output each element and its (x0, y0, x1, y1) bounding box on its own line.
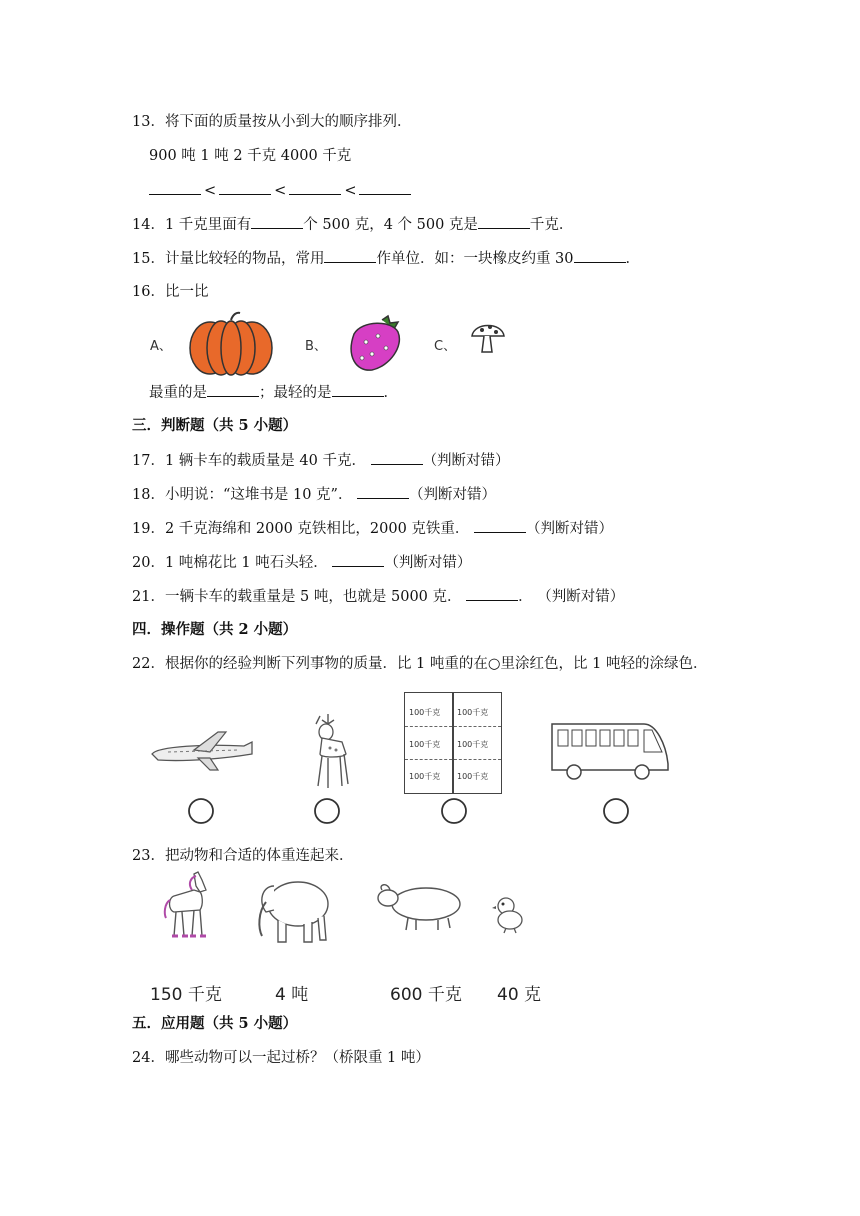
chick-icon (492, 894, 526, 934)
mushroom-icon (468, 318, 508, 358)
deer-icon (298, 712, 358, 794)
answer-circle[interactable] (312, 796, 342, 826)
weight-label: 40 克 (497, 985, 542, 1005)
sheep-icon (374, 880, 466, 934)
bus-icon (548, 716, 672, 782)
answer-blank[interactable] (478, 214, 530, 229)
q19-line: 19．2 千克海绵和 2000 克铁相比，2000 克铁重． （判断对错） (132, 518, 613, 539)
option-a-label: A、 (150, 339, 172, 354)
section-4-heading: 四．操作题（共 2 小题） (132, 621, 298, 638)
section-5-heading: 五．应用题（共 5 小题） (132, 1015, 298, 1032)
option-c-label: C、 (434, 339, 457, 354)
answer-circle[interactable] (601, 796, 631, 826)
weight-label: 600 千克 (390, 985, 462, 1005)
answer-blank[interactable] (207, 382, 259, 397)
q16-answer-line: 最重的是 ；最轻的是 ． (149, 382, 398, 403)
answer-circle[interactable] (186, 796, 216, 826)
strawberry-icon (342, 314, 408, 374)
q18-line: 18．小明说：“这堆书是 10 克”． （判断对错） (132, 484, 496, 505)
q22-text: 22．根据你的经验判断下列事物的质量．比 1 吨重的在○里涂红色，比 1 吨轻的涂绿色． (132, 656, 708, 672)
answer-blank[interactable] (289, 180, 341, 195)
answer-blank[interactable] (371, 450, 423, 465)
answer-blank[interactable] (149, 180, 201, 195)
answer-blank[interactable] (466, 586, 518, 601)
elephant-icon (252, 872, 336, 946)
answer-blank[interactable] (474, 518, 526, 533)
q14-line: 14．1 千克里面有 个 500 克，4 个 500 克是 千克． (132, 214, 573, 235)
answer-circle[interactable] (439, 796, 469, 826)
option-b-label: B、 (305, 339, 327, 354)
q16-title: 16．比一比 (132, 284, 209, 300)
answer-blank[interactable] (251, 214, 303, 229)
pumpkin-icon (188, 310, 274, 376)
q17-line: 17．1 辆卡车的载质量是 40 千克． （判断对错） (132, 450, 510, 471)
q13-answer-line: < < < (149, 180, 411, 201)
q23-text: 23．把动物和合适的体重连起来． (132, 848, 354, 864)
answer-blank[interactable] (332, 552, 384, 567)
airplane-icon (148, 728, 256, 772)
answer-blank[interactable] (332, 382, 384, 397)
boxes-stack: 100千克 100千克 100千克 100千克 100千克 100千克 (404, 692, 502, 794)
answer-blank[interactable] (574, 248, 626, 263)
q20-line: 20．1 吨棉花比 1 吨石头轻． （判断对错） (132, 552, 471, 573)
q24-text: 24．哪些动物可以一起过桥？（桥限重 1 吨） (132, 1050, 430, 1066)
answer-blank[interactable] (219, 180, 271, 195)
answer-blank[interactable] (324, 248, 376, 263)
q13-text: 13．将下面的质量按从小到大的顺序排列． (132, 114, 412, 130)
q13-items: 900 吨 1 吨 2 千克 4000 千克 (149, 148, 352, 164)
q15-line: 15．计量比较轻的物品，常用 作单位．如：一块橡皮约重 30 ． (132, 248, 640, 269)
weight-label: 4 吨 (275, 985, 309, 1005)
weight-label: 150 千克 (150, 985, 222, 1005)
section-3-heading: 三．判断题（共 5 小题） (132, 417, 298, 434)
q21-line: 21．一辆卡车的载重量是 5 吨，也就是 5000 克． ． （判断对错） (132, 586, 624, 607)
answer-blank[interactable] (359, 180, 411, 195)
answer-blank[interactable] (357, 484, 409, 499)
horse-icon (160, 870, 216, 946)
